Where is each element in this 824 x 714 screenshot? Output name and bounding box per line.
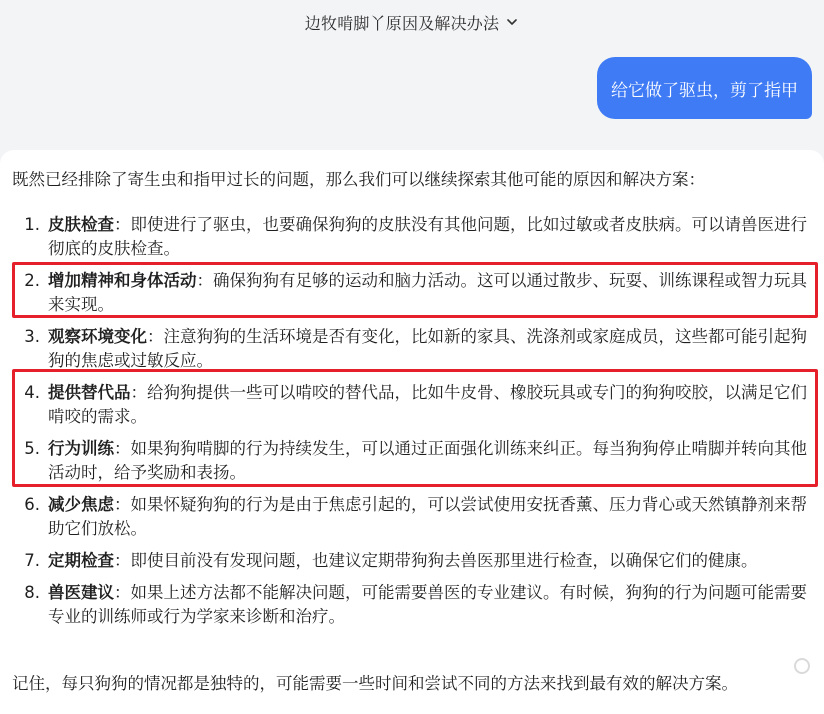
conversation-header: [0, 0, 824, 44]
list-item: [0, 549, 824, 573]
list-item-label: 行为训练: [48, 439, 114, 458]
list-item-separator: ：: [114, 215, 131, 234]
list-item-label: 兽医建议: [48, 583, 114, 602]
list-item-label: 增加精神和身体活动: [48, 271, 197, 290]
watermark: [794, 658, 810, 674]
chevron-down-icon[interactable]: [505, 15, 519, 29]
list-item-text: 给狗狗提供一些可以啃咬的替代品，比如牛皮骨、橡胶玩具或专门的狗狗咬胶，以满足它们啃咬的需求。: [48, 383, 807, 426]
list-item-text: 如果狗狗啃脚的行为持续发生，可以通过正面强化训练来纠正。每当狗狗停止啃脚并转向其他活动时，给予奖励和表扬。: [48, 439, 807, 482]
list-item: [0, 581, 824, 629]
list-item-number: 6.: [24, 495, 40, 514]
list-item-number: 2.: [24, 271, 40, 290]
list-item-number: 1.: [24, 215, 40, 234]
assistant-answer: [0, 150, 824, 714]
list-item-separator: ：: [114, 583, 131, 602]
list-item-number: 8.: [24, 583, 40, 602]
list-item-separator: ：: [147, 327, 164, 346]
list-item-label: 观察环境变化: [48, 327, 147, 346]
user-message-bubble: [597, 57, 812, 119]
list-item-number: 3.: [24, 327, 40, 346]
answer-intro: 既然已经排除了寄生虫和指甲过长的问题，那么我们可以继续探索其他可能的原因和解决方案：: [12, 170, 705, 189]
list-item-text: 即使目前没有发现问题，也建议定期带狗狗去兽医那里进行检查，以确保它们的健康。: [130, 551, 758, 570]
list-item-separator: ：: [114, 495, 131, 514]
list-item-separator: ：: [114, 551, 131, 570]
list-item-label: 减少焦虑: [48, 495, 114, 514]
list-item-label: 皮肤检查: [48, 215, 114, 234]
watermark-logo-icon: [794, 658, 810, 674]
list-item-separator: ：: [130, 383, 147, 402]
list-item: [0, 325, 824, 373]
list-item: [0, 269, 824, 317]
list-item-separator: ：: [196, 271, 213, 290]
list-item-separator: ：: [114, 439, 131, 458]
list-item: [0, 381, 824, 429]
answer-outro: 记住，每只狗狗的情况都是独特的，可能需要一些时间和尝试不同的方法来找到最有效的解决方案。: [12, 674, 738, 693]
list-item-text: 如果怀疑狗狗的行为是由于焦虑引起的，可以尝试使用安抚香薰、压力背心或天然镇静剂来帮助它们放松。: [48, 495, 807, 538]
conversation-title[interactable]: 边牧啃脚丫原因及解决办法: [304, 13, 500, 33]
list-item-text: 如果上述方法都不能解决问题，可能需要兽医的专业建议。有时候，狗狗的行为问题可能需要专业的训练师或行为学家来诊断和治疗。: [48, 583, 807, 626]
user-message-text: 给它做了驱虫，剪了指甲: [611, 80, 798, 101]
list-item: [0, 493, 824, 541]
list-item: [0, 213, 824, 261]
list-item-number: 4.: [24, 383, 40, 402]
list-item-text: 确保狗狗有足够的运动和脑力活动。这可以通过散步、玩耍、训练课程或智力玩具来实现。: [48, 271, 807, 314]
list-item-number: 5.: [24, 439, 40, 458]
list-item-text: 即使进行了驱虫，也要确保狗狗的皮肤没有其他问题，比如过敏或者皮肤病。可以请兽医进行彻底的皮肤检查。: [48, 215, 807, 258]
list-item-number: 7.: [24, 551, 40, 570]
list-item-text: 注意狗狗的生活环境是否有变化，比如新的家具、洗涤剂或家庭成员，这些都可能引起狗狗的焦虑或过敏反应。: [48, 327, 807, 370]
list-item: [0, 437, 824, 485]
list-item-label: 定期检查: [48, 551, 114, 570]
list-item-label: 提供替代品: [48, 383, 131, 402]
suggestion-list: [0, 213, 824, 637]
